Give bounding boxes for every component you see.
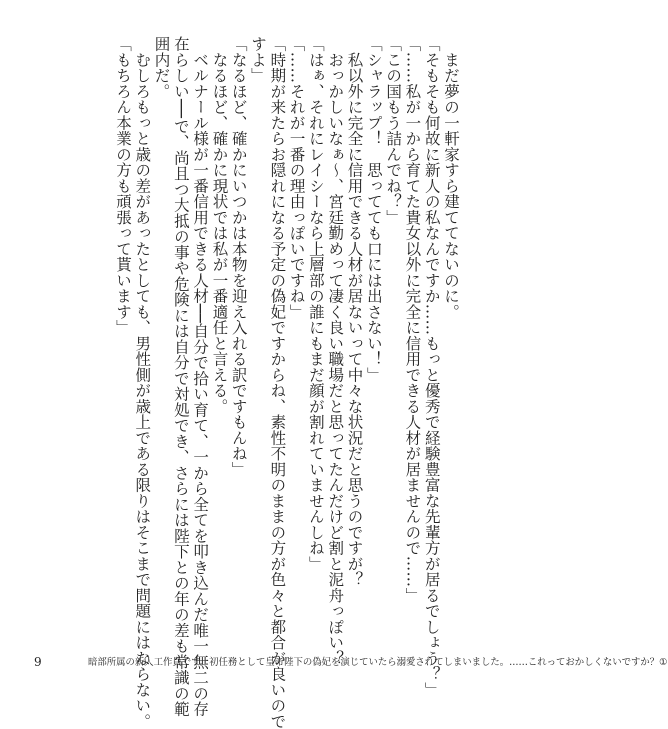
- body-line: 「もちろん本業の方も頑張って貰います」: [113, 36, 132, 336]
- page-number: 9: [34, 655, 42, 669]
- body-line: 「シャラップ！ 思ってても口には出さない！」: [364, 36, 383, 383]
- body-line: 囲内だ。: [152, 36, 171, 99]
- body-line: まだ夢の一軒家すら建ててないのに。: [442, 36, 460, 320]
- body-line: 「……それが一番の理由っぽいですね」: [287, 36, 306, 320]
- body-line: 「時期が来たらお隠れになる予定の偽妃ですからね、素性不明のままの方が色々と都合が良いので: [268, 36, 287, 729]
- body-line: 「……私が一から育てた貴女以外に完全に信用できる人材が居ませんので……」: [403, 36, 422, 603]
- body-line: 「はぁ、それにレイシーなら上層部の誰にもまだ顔が割れていませんしね」: [306, 36, 325, 572]
- body-line: 「そもそも何故に新人の私なんですか……もっと優秀で経験豊富な先輩方が居るでしょう？」: [422, 36, 441, 698]
- body-line: おっかしいなぁ〜、宮廷勤めって凄く良い職場だと思ってたんだけど割と泥舟っぽい？: [326, 36, 345, 666]
- body-line: なるほど、確かに現状では私が一番適任と言える。: [210, 36, 229, 414]
- body-line: むしろもっと歳の差があったとしても、男性側が歳上である限りはそこまで問題にはならない。: [133, 36, 152, 729]
- page-footer: [0, 654, 668, 674]
- body-line: すよ」: [249, 36, 268, 84]
- body-line: 在らしい──で、尚且つ大抵の事や危険には自分で対処でき、さらには陛下との年の差も常識の範: [171, 36, 190, 717]
- body-line: 私以外に完全に信用できる人材が居ないって中々な状況だと思うのですが？: [345, 36, 364, 588]
- body-line: ベルナール様が一番信用できる人材──自分で拾い育て、一から全てを叩き込んだ唯一無二の存: [191, 36, 210, 717]
- body-line: 「この国もう詰んでね？」: [384, 36, 403, 225]
- body-line: 「なるほど、確かにいつかは本物を迎え入れる訳ですもんね」: [229, 36, 248, 477]
- running-title: 暗部所属の新人工作員です。初任務として皇帝陛下の偽妃を演じていたら溺愛されてしまいました。……これっておかしくないですか？①: [88, 657, 668, 668]
